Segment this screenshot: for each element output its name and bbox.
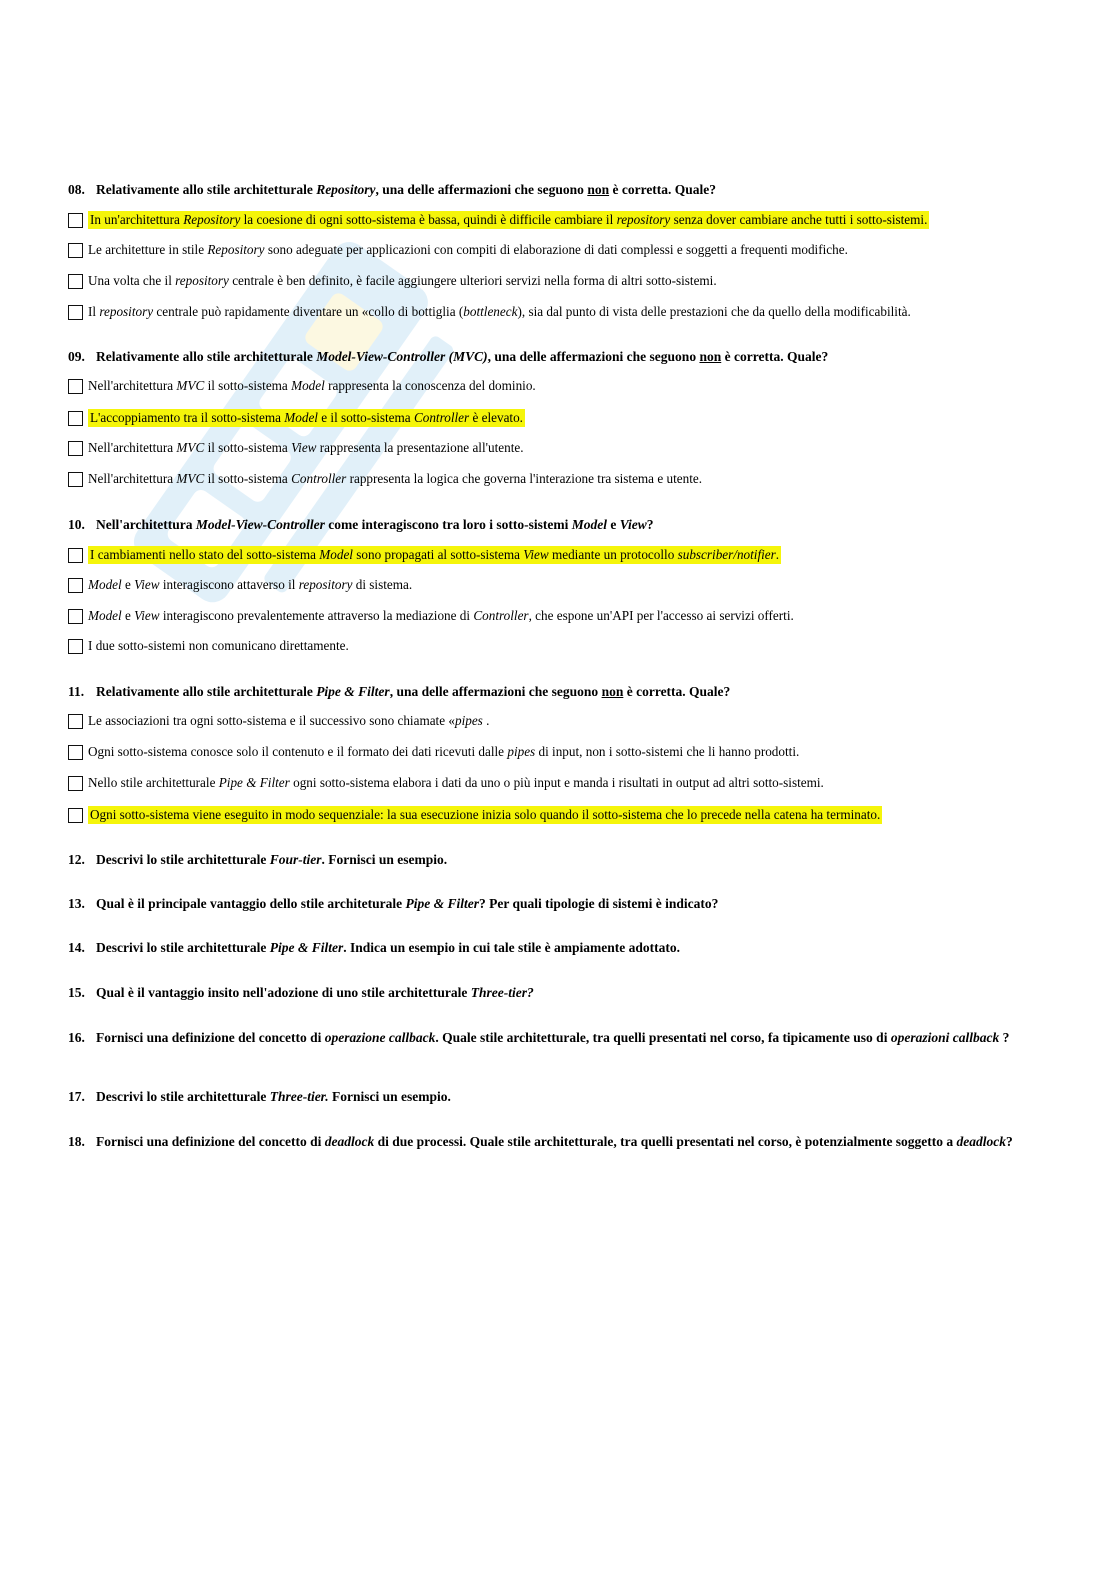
question-13-title: 13. Qual è il principale vantaggio dello stile architeturale Pipe & Filter? Per quali tipologie di sistemi è indicato? — [68, 896, 719, 911]
question-08-option-4[interactable] — [68, 304, 911, 320]
question-17-title: 17. Descrivi lo stile architetturale Three-tier. Fornisci un esempio. — [68, 1089, 451, 1104]
option-text: In un'architettura Repository la coesione di ogni sotto-sistema è bassa, quindi è difficile cambiare il repository senza dover cambiare anche tutti i sotto-sistemi. — [90, 212, 928, 227]
question-10-title: 10. Nell'architettura Model-View-Controller come interagiscono tra loro i sotto-sistemi Model e View? — [68, 517, 654, 532]
question-11-option-1[interactable] — [68, 713, 489, 729]
question-09-option-4[interactable] — [68, 471, 702, 487]
question-08-option-2[interactable] — [68, 242, 848, 258]
option-text: I due sotto-sistemi non comunicano direttamente. — [88, 638, 349, 653]
question-11-option-4[interactable] — [68, 806, 882, 824]
option-text: Nell'architettura MVC il sotto-sistema Model rappresenta la conoscenza del dominio. — [88, 378, 536, 393]
question-11-option-3[interactable] — [68, 775, 824, 791]
question-10-option-4[interactable] — [68, 638, 349, 654]
option-text: Model e View interagiscono prevalentemente attraverso la mediazione di Controller, che espone un'API per l'accesso ai servizi offerti. — [88, 608, 794, 623]
checkbox[interactable] — [68, 213, 83, 228]
question-11-title: 11. Relativamente allo stile architetturale Pipe & Filter, una delle affermazioni che seguono non è corretta. Quale? — [68, 684, 731, 699]
checkbox[interactable] — [68, 639, 83, 654]
option-text: Model e View interagiscono attaverso il repository di sistema. — [88, 577, 413, 592]
question-09-option-1[interactable] — [68, 378, 536, 394]
option-text: I cambiamenti nello stato del sotto-sistema Model sono propagati al sotto-sistema View mediante un protocollo subscriber/notifier. — [90, 547, 780, 562]
checkbox[interactable] — [68, 745, 83, 760]
question-15-title: 15. Qual è il vantaggio insito nell'adozione di uno stile architetturale Three-tier? — [68, 985, 534, 1000]
question-11-option-2[interactable] — [68, 744, 799, 760]
checkbox[interactable] — [68, 379, 83, 394]
checkbox[interactable] — [68, 472, 83, 487]
question-09-title: 09. Relativamente allo stile architetturale Model-View-Controller (MVC), una delle affermazioni che seguono non è corretta. Quale? — [68, 349, 829, 364]
question-08-title: 08. Relativamente allo stile architetturale Repository, una delle affermazioni che seguono non è corretta. Quale? — [68, 182, 717, 197]
checkbox[interactable] — [68, 305, 83, 320]
checkbox[interactable] — [68, 609, 83, 624]
question-10-option-2[interactable] — [68, 577, 412, 593]
option-text: Nell'architettura MVC il sotto-sistema Controller rappresenta la logica che governa l'interazione tra sistema e utente. — [88, 471, 703, 486]
checkbox[interactable] — [68, 274, 83, 289]
checkbox[interactable] — [68, 578, 83, 593]
question-18-title: 18. Fornisci una definizione del concetto di deadlock di due processi. Quale stile architetturale, tra quelli presentati nel corso, è potenzialmente soggetto a deadlock? — [68, 1134, 1013, 1149]
checkbox[interactable] — [68, 808, 83, 823]
option-text: Ogni sotto-sistema viene eseguito in modo sequenziale: la sua esecuzione inizia solo quando il sotto-sistema che lo precede nella catena ha terminato. — [90, 807, 881, 822]
option-text: Nell'architettura MVC il sotto-sistema View rappresenta la presentazione all'utente. — [88, 440, 524, 455]
checkbox[interactable] — [68, 441, 83, 456]
question-10-option-3[interactable] — [68, 608, 794, 624]
option-text: Il repository centrale può rapidamente diventare un «collo di bottiglia (bottleneck), sia dal punto di vista delle prestazioni che da quello della modificabilità. — [88, 304, 911, 319]
question-08-option-1[interactable] — [68, 211, 929, 229]
option-text: L'accoppiamento tra il sotto-sistema Model e il sotto-sistema Controller è elevato. — [90, 410, 523, 425]
checkbox[interactable] — [68, 714, 83, 729]
question-09-option-2[interactable] — [68, 409, 525, 427]
option-text: Una volta che il repository centrale è ben definito, è facile aggiungere ulteriori servizi nella forma di altri sotto-sistemi. — [88, 273, 717, 288]
option-text: Le associazioni tra ogni sotto-sistema e il successivo sono chiamate «pipes . — [88, 713, 490, 728]
question-14-title: 14. Descrivi lo stile architetturale Pipe & Filter. Indica un esempio in cui tale stile è ampiamente adottato. — [68, 940, 680, 955]
question-09-option-3[interactable] — [68, 440, 524, 456]
question-16-title: 16. Fornisci una definizione del concetto di operazione callback. Quale stile architetturale, tra quelli presentati nel corso, fa tipicamente uso di operazioni callback ? — [68, 1030, 1010, 1045]
checkbox[interactable] — [68, 411, 83, 426]
option-text: Le architetture in stile Repository sono adeguate per applicazioni con compiti di elaborazione di dati complessi e soggetti a frequenti modifiche. — [88, 242, 848, 257]
question-08-option-3[interactable] — [68, 273, 717, 289]
checkbox[interactable] — [68, 776, 83, 791]
option-text: Nello stile architetturale Pipe & Filter ogni sotto-sistema elabora i dati da uno o più input e manda i risultati in output ad altri sotto-sistemi. — [88, 775, 824, 790]
checkbox[interactable] — [68, 243, 83, 258]
option-text: Ogni sotto-sistema conosce solo il contenuto e il formato dei dati ricevuti dalle pipes di input, non i sotto-sistemi che li hanno prodotti. — [88, 744, 800, 759]
question-10-option-1[interactable] — [68, 546, 781, 564]
checkbox[interactable] — [68, 548, 83, 563]
question-12-title: 12. Descrivi lo stile architetturale Four-tier. Fornisci un esempio. — [68, 852, 448, 867]
